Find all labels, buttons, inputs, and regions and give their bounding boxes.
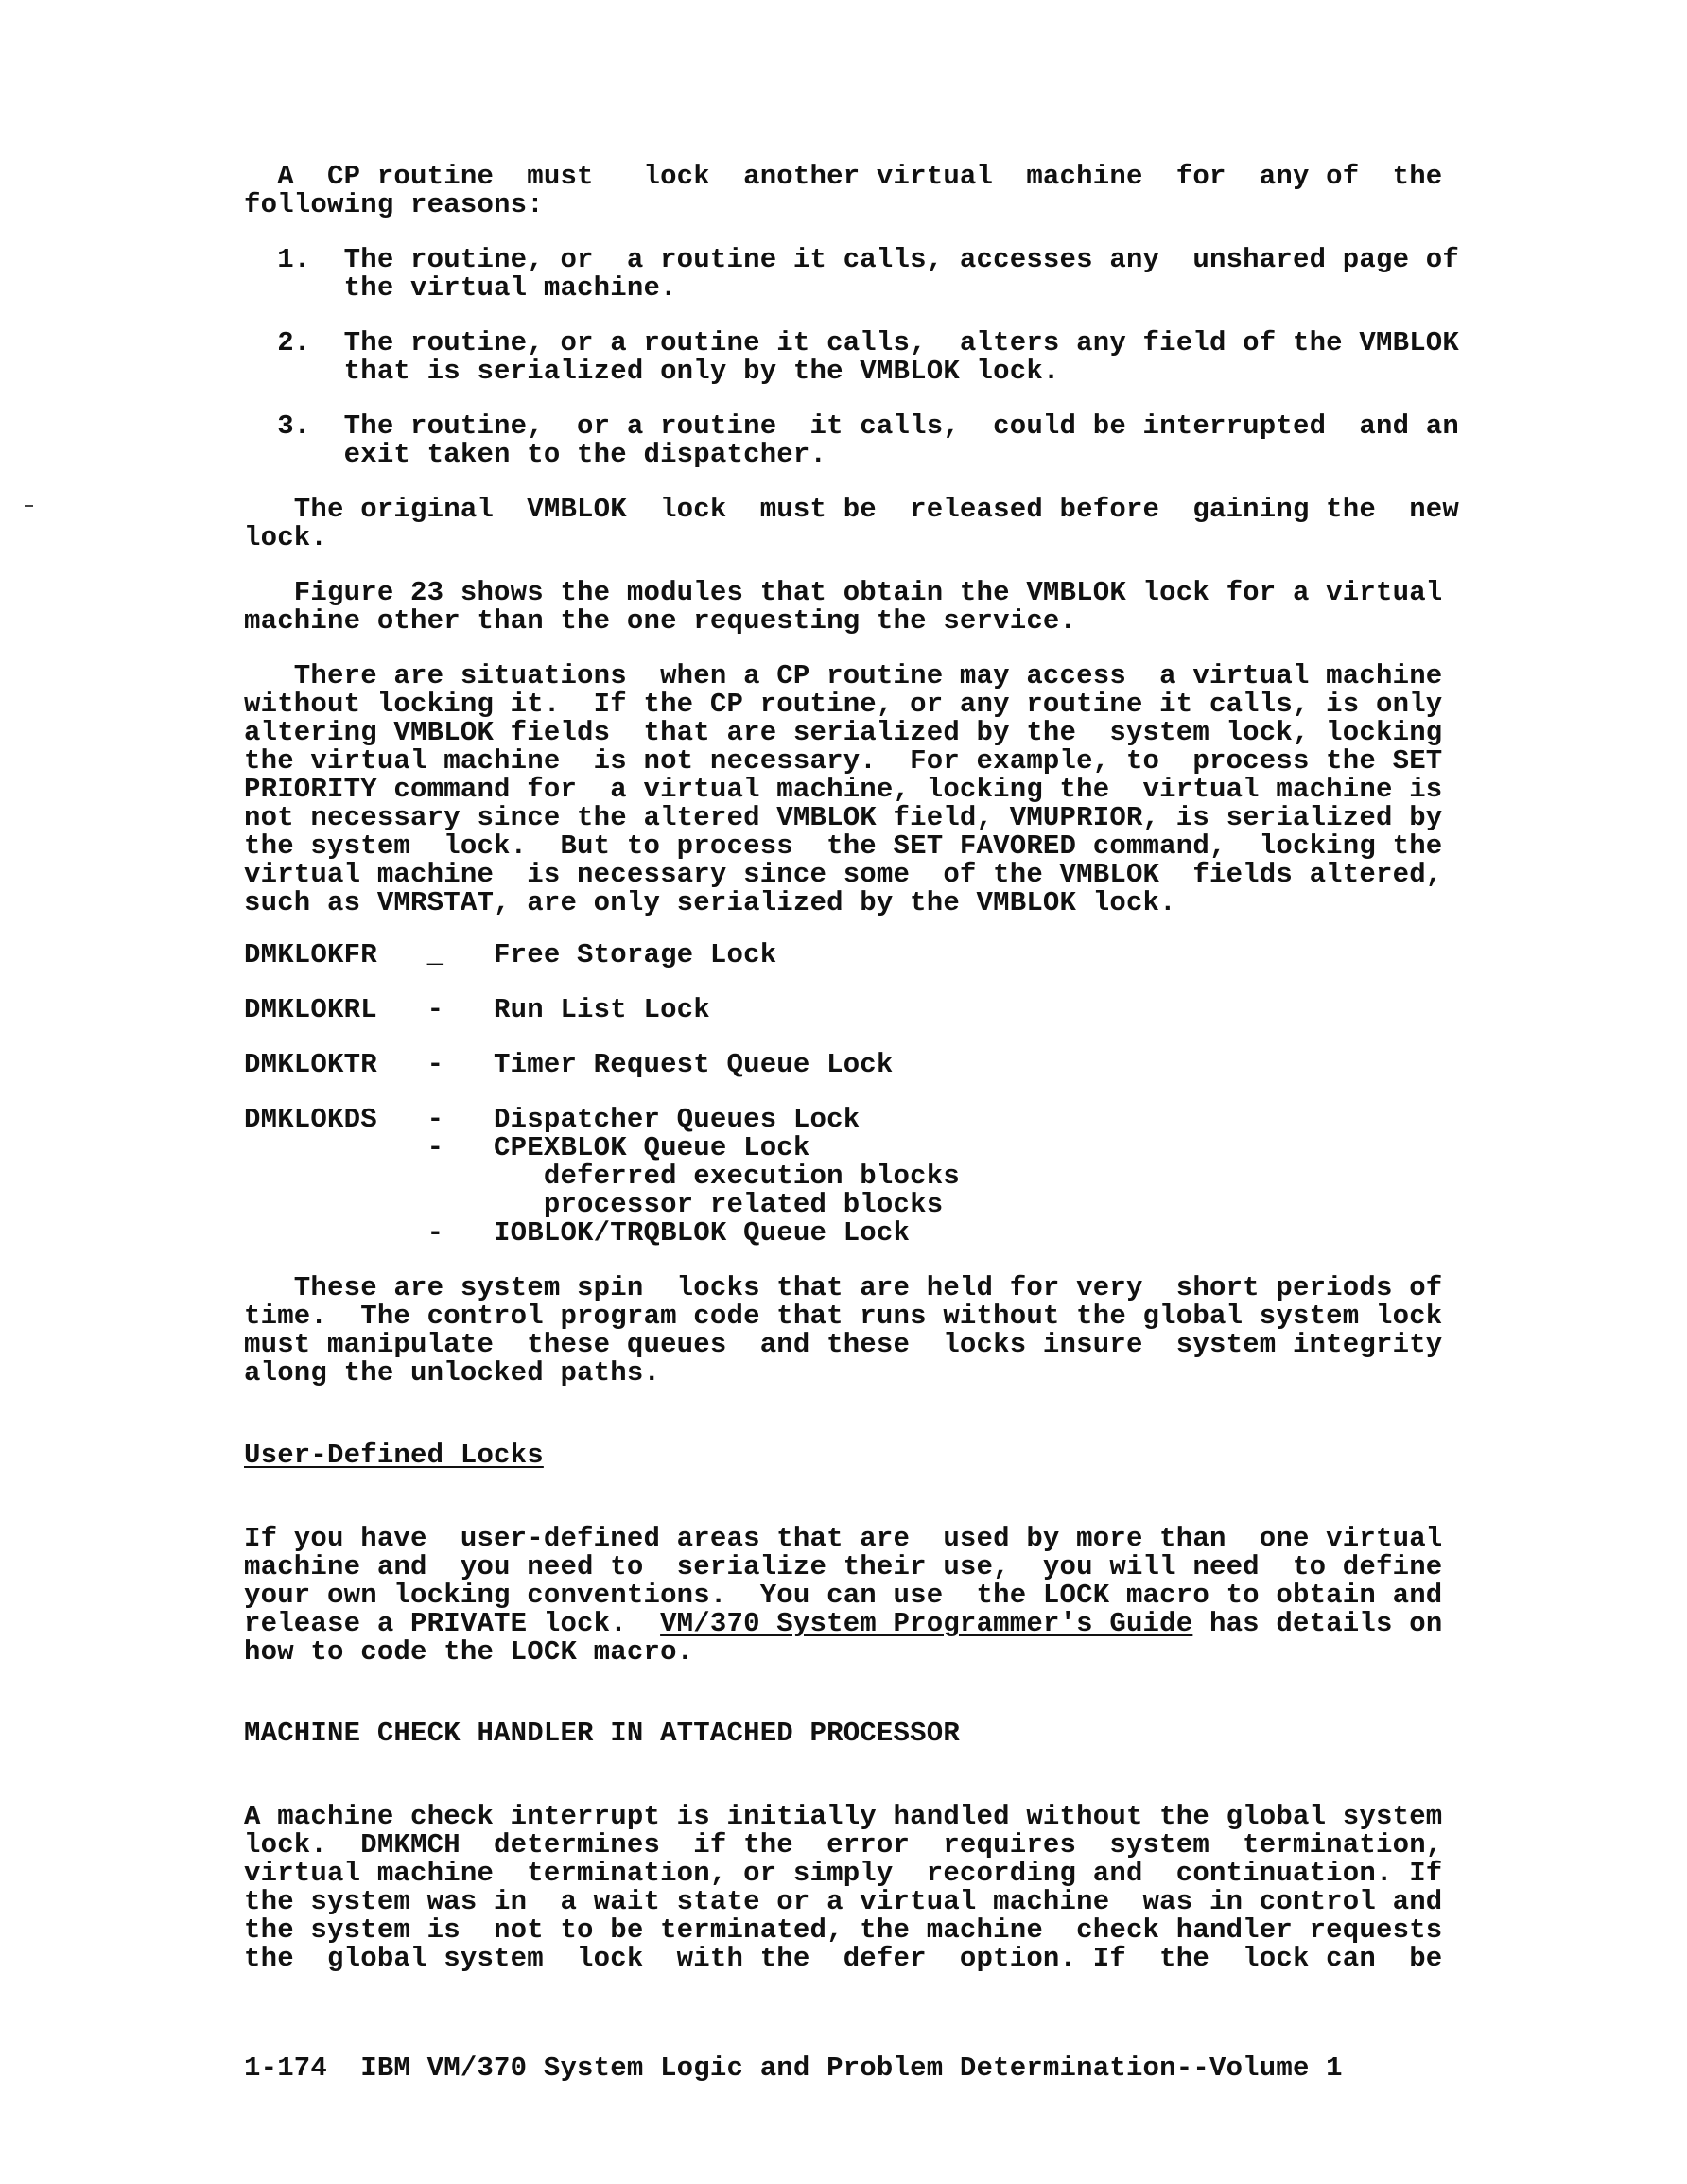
situations-line: not necessary since the altered VMBLOK field, VMUPRIOR, is serialized by [244, 802, 1443, 833]
mch-line: the global system lock with the defer option. If the lock can be [244, 1943, 1443, 1974]
user-defined-line-suffix: has details on [1192, 1608, 1443, 1639]
mch-line: virtual machine termination, or simply recording and continuation. If [244, 1858, 1443, 1889]
intro-line-2: following reasons: [244, 189, 544, 220]
spin-line: along the unlocked paths. [244, 1357, 661, 1389]
lock-list-item: - CPEXBLOK Queue Lock [244, 1132, 810, 1163]
reason-3-line-2: exit taken to the dispatcher. [244, 439, 827, 470]
situations-line: without locking it. If the CP routine, or any routine it calls, is only [244, 689, 1443, 720]
situations-line: virtual machine is necessary since some of the VMBLOK fields altered, [244, 859, 1443, 890]
lock-list-item: DMKLOKTR - Timer Request Queue Lock [244, 1049, 894, 1080]
situations-line: such as VMRSTAT, are only serialized by the VMBLOK lock. [244, 887, 1176, 918]
situations-line: the virtual machine is not necessary. For example, to process the SET [244, 745, 1443, 777]
programmers-guide-reference: VM/370 System Programmer's Guide [660, 1608, 1193, 1639]
release-line-1: The original VMBLOK lock must be released before gaining the new [244, 494, 1460, 525]
section-heading-machine-check: MACHINE CHECK HANDLER IN ATTACHED PROCESSOR [244, 1718, 960, 1749]
lock-list-item: processor related blocks [244, 1189, 944, 1220]
intro-line-1: A CP routine must lock another virtual machine for any of the [244, 161, 1443, 192]
figure-ref-line-1: Figure 23 shows the modules that obtain the VMBLOK lock for a virtual [244, 577, 1443, 608]
user-defined-line: your own locking conventions. You can use the LOCK macro to obtain and [244, 1580, 1443, 1611]
section-heading-user-defined-locks: User-Defined Locks [244, 1440, 544, 1471]
release-line-2: lock. [244, 522, 328, 553]
reason-2-line-1: 2. The routine, or a routine it calls, alters any field of the VMBLOK [244, 327, 1460, 358]
mch-line: the system is not to be terminated, the machine check handler requests [244, 1914, 1443, 1946]
lock-list-item: deferred execution blocks [244, 1161, 960, 1192]
situations-line: There are situations when a CP routine may access a virtual machine [244, 660, 1443, 691]
page-footer: 1-174 IBM VM/370 System Logic and Problem Determination--Volume 1 [244, 2053, 1343, 2084]
user-defined-line-with-reference [244, 1610, 1442, 1638]
scan-mark [25, 505, 33, 507]
reason-2-line-2: that is serialized only by the VMBLOK lock. [244, 356, 1060, 387]
situations-line: PRIORITY command for a virtual machine, locking the virtual machine is [244, 774, 1443, 805]
user-defined-line: machine and you need to serialize their use, you will need to define [244, 1551, 1443, 1582]
spin-line: time. The control program code that runs without the global system lock [244, 1301, 1443, 1332]
spin-line: must manipulate these queues and these locks insure system integrity [244, 1329, 1443, 1360]
reason-1-line-1: 1. The routine, or a routine it calls, accesses any unshared page of [244, 244, 1460, 275]
spin-line: These are system spin locks that are held for very short periods of [244, 1272, 1443, 1303]
user-defined-line: If you have user-defined areas that are used by more than one virtual [244, 1523, 1443, 1554]
lock-list-item: DMKLOKFR _ Free Storage Lock [244, 939, 777, 970]
reason-1-line-2: the virtual machine. [244, 272, 677, 304]
user-defined-line-prefix: release a PRIVATE lock. [244, 1608, 661, 1639]
lock-list-item: DMKLOKRL - Run List Lock [244, 994, 710, 1025]
mch-line: lock. DMKMCH determines if the error requires system termination, [244, 1829, 1443, 1861]
mch-line: A machine check interrupt is initially handled without the global system [244, 1801, 1443, 1832]
user-defined-line: how to code the LOCK macro. [244, 1636, 694, 1668]
reason-3-line-1: 3. The routine, or a routine it calls, could be interrupted and an [244, 411, 1460, 442]
situations-line: altering VMBLOK fields that are serialized by the system lock, locking [244, 717, 1443, 748]
lock-list-item: DMKLOKDS - Dispatcher Queues Lock [244, 1104, 861, 1135]
mch-line: the system was in a wait state or a virtual machine was in control and [244, 1886, 1443, 1917]
situations-line: the system lock. But to process the SET FAVORED command, locking the [244, 830, 1443, 862]
figure-ref-line-2: machine other than the one requesting the service. [244, 605, 1077, 637]
lock-list-item: - IOBLOK/TRQBLOK Queue Lock [244, 1217, 911, 1249]
